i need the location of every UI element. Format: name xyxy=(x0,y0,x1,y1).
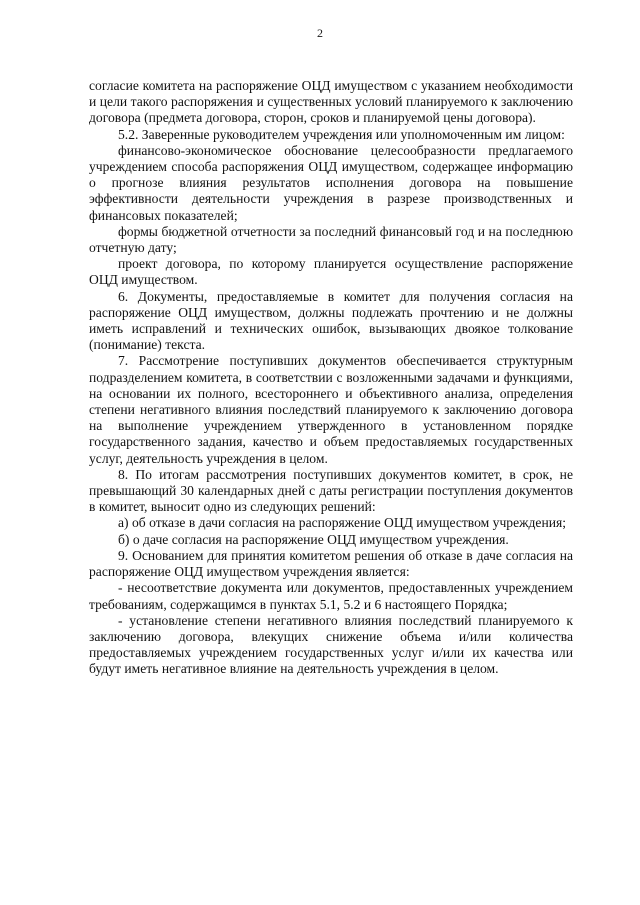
paragraph-consent-request: согласие комитета на распоряжение ОЦД имуществом с указанием необходимости и цели такого распоряжения и существенных условий планируемого к заключению договора (предмета договора, сторон, сроков и планируемой цены договора). xyxy=(89,78,573,126)
paragraph-9-item-2: - установление степени негативного влияния последствий планируемого к заключению договора, влекущих снижение объема и/или количества предоставляемых учреждением государственных услуг и/или их качества или будут иметь негативное влияние на деятельность учреждения в целом. xyxy=(89,612,573,677)
paragraph-6: 6. Документы, предоставляемые в комитет для получения согласия на распоряжение ОЦД имуществом, должны подлежать прочтению и не должны иметь исправлений и технических ошибок, вызывающих двоякое толкование (понимание) текста. xyxy=(89,288,573,353)
paragraph-8b: б) о даче согласия на распоряжение ОЦД имуществом учреждения. xyxy=(118,531,509,547)
paragraph-draft-contract: проект договора, по которому планируется осуществление распоряжение ОЦД имуществом. xyxy=(89,256,573,288)
paragraph-7: 7. Рассмотрение поступивших документов обеспечивается структурным подразделением комитета, в соответствии с возложенными задачами и функциями, на основании их полного, всестороннего и объективного анализа, определения степени негативного влияния последствий планируемого к заключению договора на выполнение учреждением утвержденного в установленном порядке государственного задания, качество и объем предоставляемых государственных услуг, деятельность учреждения в целом. xyxy=(89,353,573,466)
paragraph-9-item-1: - несоответствие документа или документов, предоставленных учреждением требованиям, содержащимся в пунктах 5.1, 5.2 и 6 настоящего Порядка; xyxy=(89,580,573,612)
page-number: 2 xyxy=(317,26,323,40)
paragraph-8: 8. По итогам рассмотрения поступивших документов комитет, в срок, не превышающий 30 календарных дней с даты регистрации поступления документов в комитет, выносит одно из следующих решений: xyxy=(89,466,573,515)
paragraph-8a: а) об отказе в дачи согласия на распоряжение ОЦД имуществом учреждения; xyxy=(118,515,567,531)
paragraph-9: 9. Основанием для принятия комитетом решения об отказе в даче согласия на распоряжение ОЦД имуществом учреждения является: xyxy=(89,547,573,580)
paragraph-budget-reports: формы бюджетной отчетности за последний финансовый год и на последнюю отчетную дату; xyxy=(89,223,573,256)
paragraph-5-2: 5.2. Заверенные руководителем учреждения или уполномоченным им лицом: xyxy=(118,126,565,142)
paragraph-feasibility-study: финансово-экономическое обоснование целесообразности предлагаемого учреждением способа распоряжения ОЦД имуществом, содержащее информацию о прогнозе влияния результатов исполнения договора на повышение эффективности деятельности учреждения в разрезе производственных и финансовых показателей; xyxy=(89,142,573,223)
document-body xyxy=(89,78,573,678)
